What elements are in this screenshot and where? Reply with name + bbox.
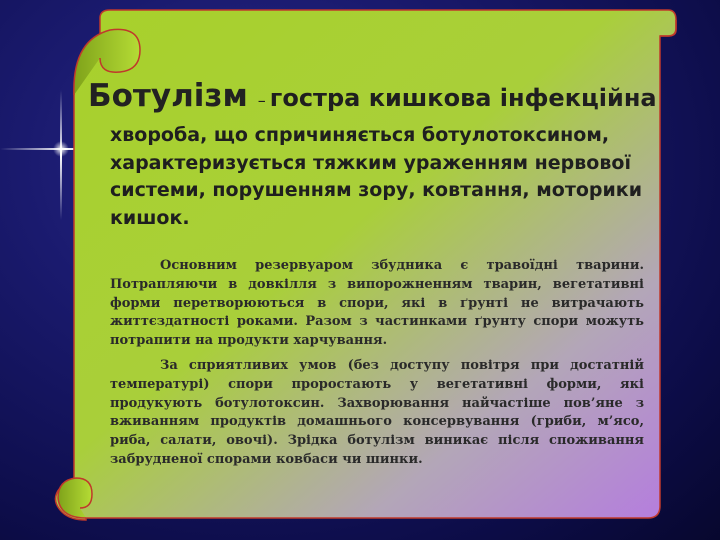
- definition-text: хвороба, що спричиняється ботулотоксином, характеризується тяжким ураженням нервової системи, порушенням зору, ковтання, моторики кишок.: [110, 124, 643, 229]
- paragraph-reservoir: Основним резервуаром збудника є травоїдні тварини. Потрапляючи в довкілля з випорожненням тварин, вегетативні форми перетворюються в спори, які в ґрунті не витрачають життєздатності роками. Разом з частинками ґрунту спори можуть потрапити на продукти харчування.: [110, 258, 644, 349]
- title-line: [88, 78, 668, 115]
- definition-first-line: гостра кишкова інфекційна: [269, 84, 657, 112]
- paragraph-conditions: За сприятливих умов (без доступу повітря при достатній температурі) спори проростають у вегетативні форми, які продукують ботулотоксин. Захворювання найчастіше пов’яне з вживанням продуктів домашнього консервування (гриби, м’ясо, риба, салати, овочі). Зрідка ботулізм виникає після споживання забрудненої спорами ковбаси чи шинки.: [110, 358, 644, 467]
- dash: –: [257, 91, 266, 110]
- term-heading: Ботулізм: [88, 78, 248, 114]
